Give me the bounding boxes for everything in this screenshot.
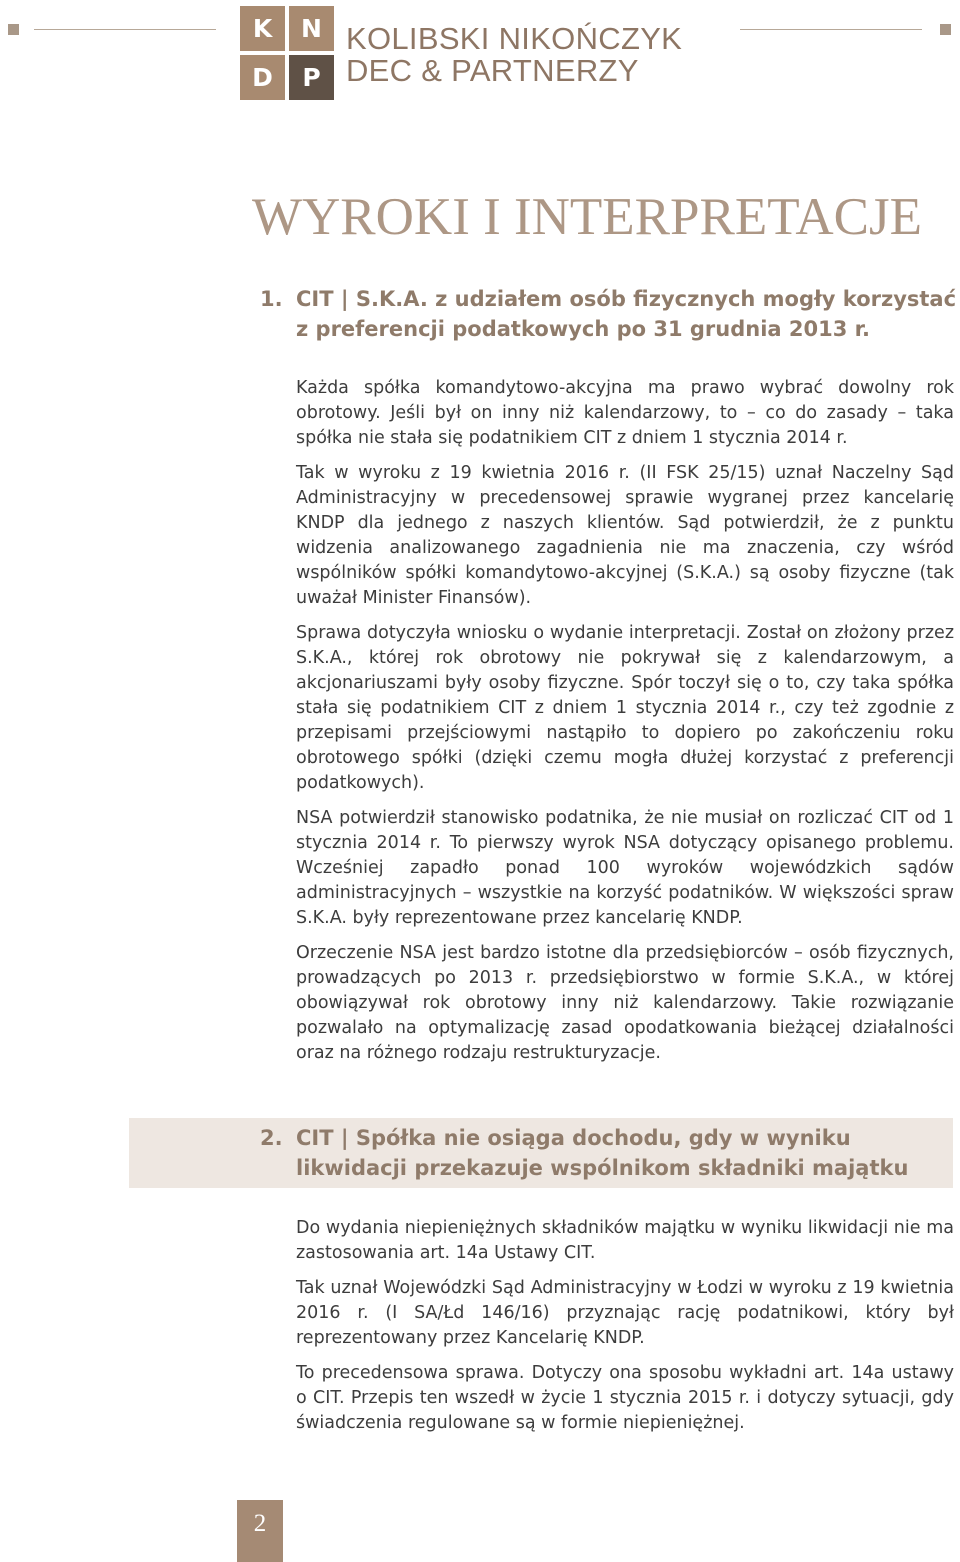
decor-square-right <box>940 24 951 35</box>
section-2-title <box>260 1123 908 1183</box>
section-2-body <box>296 1216 954 1446</box>
kndp-logo <box>240 6 334 100</box>
logo-letter-d: D <box>240 55 285 100</box>
section-2-title-line1: CIT | Spółka nie osiąga dochodu, gdy w wyniku <box>296 1126 851 1150</box>
section-2-title-line2: likwidacji przekazuje wspólnikom składniki majątku <box>296 1156 909 1180</box>
section-2-number: 2. <box>260 1126 283 1150</box>
page-number: 2 <box>253 1510 267 1537</box>
brand-name-line2: DEC & PARTNERZY <box>346 53 639 88</box>
logo-letter-p: P <box>289 55 334 100</box>
decor-line-right <box>740 29 922 30</box>
section-1-paragraph-5: Orzeczenie NSA jest bardzo istotne dla przedsiębiorców – osób fizycznych, prowadzących po 2013 r. przedsiębiorstwo w formie S.K.A., w której obowiązywał rok obrotowy inny niż kalendarzowy. Takie rozwiązanie pozwalało na optymalizację zasad opodatkowania bieżącej działalności oraz na różnego rodzaju restrukturyzacje. <box>296 943 954 1063</box>
section-1-title-line1: CIT | S.K.A. z udziałem osób fizycznych mogły korzystać <box>296 287 957 311</box>
section-2-paragraph-2: Tak uznał Wojewódzki Sąd Administracyjny w Łodzi w wyroku z 19 kwietnia 2016 r. (I SA/Łd 146/16) przyznając rację podatnikowi, który był reprezentowany przez Kancelarię KNDP. <box>296 1278 954 1348</box>
section-1-paragraph-3: Sprawa dotyczyła wniosku o wydanie interpretacji. Został on złożony przez S.K.A., której rok obrotowy nie pokrywał się z kalendarzowym, a akcjonariuszami były osoby fizyczne. Spór toczył się o to, czy taka spółka stała się podatnikiem CIT z dniem 1 stycznia 2014 r., czy też zgodnie z przepisami przejściowymi nastąpiło to dopiero po zakończeniu roku obrotowego spółki (dzięki czemu mogła dłużej korzystać z preferencji podatkowych). <box>296 623 954 793</box>
decor-square-left <box>8 24 19 35</box>
section-1-number: 1. <box>260 287 283 311</box>
section-1-paragraph-2: Tak w wyroku z 19 kwietnia 2016 r. (II FSK 25/15) uznał Naczelny Sąd Administracyjny w precedensowej sprawie wygranej przez kancelarię KNDP dla jednego z naszych klientów. Sąd potwierdził, że z punktu widzenia analizowanego zagadnienia nie ma znaczenia, czy wśród wspólników spółki komandytowo-akcyjnej (S.K.A.) są osoby fizyczne (tak uważał Minister Finansów). <box>296 463 954 608</box>
page-title: WYROKI I INTERPRETACJE <box>252 188 922 246</box>
section-1-paragraph-4: NSA potwierdził stanowisko podatnika, że nie musiał on rozliczać CIT od 1 stycznia 2014 r. To pierwszy wyrok NSA dotyczący opisanego problemu. Wcześniej zapadło ponad 100 wyroków wojewódzkich sądów administracyjnych – wszystkie na korzyść podatników. W większości spraw S.K.A. były reprezentowane przez kancelarię KNDP. <box>296 808 954 928</box>
decor-line-left <box>34 29 216 30</box>
section-1-title <box>260 284 956 344</box>
logo-letter-n: N <box>289 6 334 51</box>
section-2-paragraph-1: Do wydania niepieniężnych składników majątku w wyniku likwidacji nie ma zastosowania art. 14a Ustawy CIT. <box>296 1218 954 1263</box>
section-2-paragraph-3: To precedensowa sprawa. Dotyczy ona sposobu wykładni art. 14a ustawy o CIT. Przepis ten wszedł w życie 1 stycznia 2015 r. i dotyczy sytuacji, gdy świadczenia regulowane są w formie niepieniężnej. <box>296 1363 954 1433</box>
section-1-paragraph-1: Każda spółka komandytowo-akcyjna ma prawo wybrać dowolny rok obrotowy. Jeśli był on inny niż kalendarzowy, to – co do zasady – taka spółka nie stała się podatnikiem CIT z dniem 1 stycznia 2014 r. <box>296 378 954 448</box>
logo-letter-k: K <box>240 6 285 51</box>
section-1-title-line2: z preferencji podatkowych po 31 grudnia 2013 r. <box>296 317 870 341</box>
section-1-body <box>296 376 954 1076</box>
brand-name-line1: KOLIBSKI NIKOŃCZYK <box>346 21 683 56</box>
